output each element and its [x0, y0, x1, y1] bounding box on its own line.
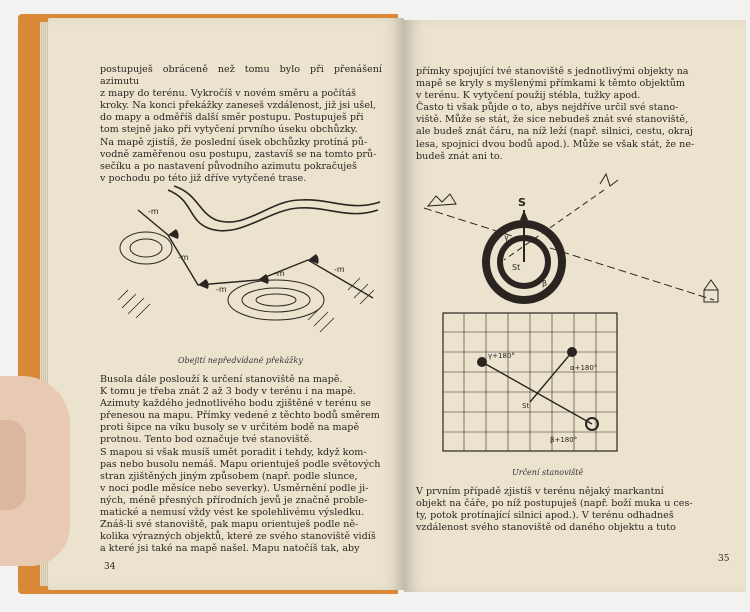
- hand-shadow: [0, 420, 26, 510]
- station-label: St: [512, 263, 521, 272]
- map-label-m: -m: [334, 265, 345, 274]
- grid-station-label: St: [522, 402, 530, 410]
- beta-label: β: [542, 279, 548, 288]
- page-number-right: 35: [718, 554, 730, 564]
- left-page: [48, 18, 404, 590]
- gamma-label: γ: [504, 233, 509, 242]
- map-label-m: -m: [178, 253, 189, 262]
- beta-angle-label: β+180°: [550, 436, 578, 444]
- left-paragraph-1: postupuješ obráceně než tomu bylo při přenášení azimutu z mapy do terénu. Vykročíš v novém směru a počítáš kroky. Na konci překážky zaneseš vzdálenost, již jsi ušel, do mapy a odměříš další směr postupu. Postupuješ při tom stejně jako při vytyčení prvního úseku obchůzky. Na mapě zjistíš, že poslední úsek obchůzky protíná pů- vodně zaměřenou osu postupu, zastavíš se na tomto prů- sečíku a po nastavení původního azimutu pokračuješ v pochodu po této již dříve vytyčené trase.: [100, 64, 382, 184]
- gamma-angle-label: γ+180°: [488, 352, 515, 360]
- map-label-m: -m: [274, 269, 285, 278]
- map-label-m: -m: [148, 207, 159, 216]
- right-paragraph-1: přímky spojující tvé stanoviště s jednotlivými objekty na mapě se kryly s myšlenými přímkami k těmto objektům v terénu. K vytyčení použij stébla, tužky apod. Často ti však půjde o to, abys nejdříve určil své stano- viště. Může se stát, že sice nebudeš znát své stanoviště, ale budeš znát čáru, na níž leží (např. silnici, cestu, okraj lesa, spojnici dvou bodů apod.). Může se však stát, že ne- budeš znát ani to.: [416, 66, 695, 162]
- open-book: [18, 10, 748, 602]
- obstacle-detour-figure: [98, 180, 388, 350]
- left-paragraph-2: Busola dále poslouží k určení stanoviště na mapě. K tomu je třeba znát 2 až 3 body v terénu i na mapě. Azimuty každého jednotlivého bodu zjištěné v terénu se přenesou na mapu. Přímky vedené z těchto bodů směrem proti šipce na víku busoly se v určitém bodě na mapě protnou. Tento bod označuje tvé stanoviště. S mapou si však musíš umět poradit i tehdy, když kom- pas nebo busolu nemáš. Mapu orientuješ podle světových stran zjištěných jiným způsobem (např. podle slunce, v noci podle měsíce nebo severky). Usměrnění podle ji- ných, méně přesných přírodních jevů je značně proble- matické a nemusí vždy vést ke spolehlivému výsledku. Znáš-li své stanoviště, pak mapu orientuješ podle ně- kolika výrazných objektů, které ze svého stanoviště vidíš a které jsi také na mapě našel. Mapu natočíš tak, aby: [100, 374, 381, 555]
- map-label-m: -m: [216, 285, 227, 294]
- left-figure-caption: Obejití nepředvídané překážky: [178, 356, 303, 365]
- right-page: [404, 20, 746, 592]
- north-label: S: [518, 196, 526, 209]
- alpha-angle-label: α+180°: [570, 364, 598, 372]
- station-grid-figure: [442, 312, 618, 452]
- page-number-left: 34: [104, 562, 116, 572]
- compass-orientation-figure: [414, 170, 734, 310]
- right-figure-caption: Určení stanoviště: [512, 468, 584, 477]
- right-paragraph-2: V prvním případě zjistíš v terénu nějaký markantní objekt na čáře, po níž postupuješ (např. boží muka u ces- ty, potok protínající silnici apod.). V terénu odhadneš vzdálenost svého stanoviště od daného objektu a tuto: [416, 486, 693, 534]
